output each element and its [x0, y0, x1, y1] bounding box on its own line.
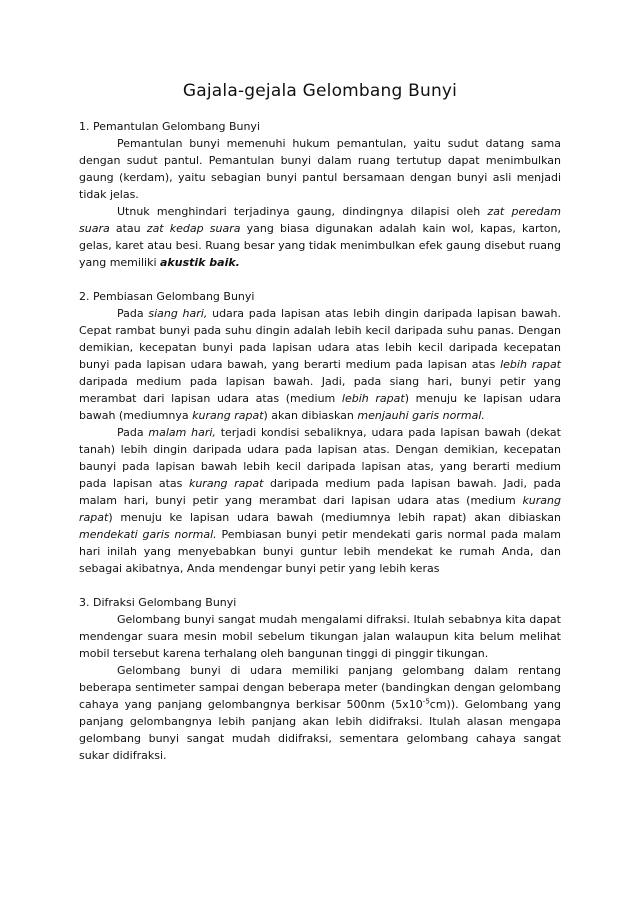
paragraph-text: ) akan dibiaskan	[263, 409, 358, 422]
paragraph-text: yang biasa digunakan adalah kain wol, kapas, karton, gelas, karet atau besi. Ruang besar yang tidak menimbulkan efek gaung disebut ruang yang memiliki	[79, 222, 562, 269]
paragraph-text: Pada	[117, 426, 149, 439]
section-difraksi	[79, 594, 561, 764]
section-heading: 3. Difraksi Gelombang Bunyi	[79, 596, 237, 609]
paragraph-text: Utnuk menghindari terjadinya gaung, dindingnya dilapisi oleh	[117, 205, 488, 218]
document-page	[79, 80, 561, 764]
paragraph-text: ) menuju ke lapisan udara bawah (mediumnya lebih rapat) akan dibiaskan	[108, 511, 561, 524]
paragraph-text: Pembiasan bunyi petir mendekati garis normal pada malam hari inilah yang menyebabkan bunyi guntur lebih mendekat ke rumah Anda, dan sebagai akibatnya, Anda mendengar bunyi petir yang lebih keras	[79, 528, 561, 575]
italic-term: zat kedap suara	[146, 222, 241, 235]
section-pemantulan	[79, 118, 561, 271]
italic-term: kurang rapat	[192, 409, 264, 422]
paragraph	[79, 135, 561, 203]
page-title: Gajala-gejala Gelombang Bunyi	[182, 81, 458, 101]
section-heading: 1. Pemantulan Gelombang Bunyi	[79, 120, 261, 133]
paragraph-text: ) menuju ke lapisan udara bawah (mediumnya	[79, 392, 561, 422]
paragraph-text: Pada	[117, 307, 149, 320]
paragraph-text: cm)). Gelombang yang panjang gelombangnya lebih panjang akan lebih didifraksi. Itulah alasan mengapa gelombang bunyi sangat mudah didifraksi, sementara gelombang cahaya sangat sukar didifraksi.	[79, 698, 561, 762]
section-pembiasan	[79, 288, 561, 577]
italic-term: kurang rapat	[79, 494, 561, 524]
paragraph-text: Gelombang bunyi sangat mudah mengalami difraksi. Itulah sebabnya kita dapat mendengar suara mesin mobil sebelum tikungan jalan walaupun kita belum melihat mobil tersebut karena terhalang oleh bangunan tinggi di pinggir tikungan.	[79, 613, 561, 660]
italic-term: mendekati garis normal.	[79, 528, 217, 541]
italic-term: lebih rapat	[341, 392, 405, 405]
paragraph	[79, 662, 561, 764]
bold-italic-term: akustik baik.	[160, 256, 240, 269]
paragraph	[79, 203, 561, 271]
paragraph-text: Gelombang bunyi di udara memiliki panjang gelombang dalam rentang beberapa sentimeter sampai dengan beberapa meter (bandingkan dengan gelombang cahaya yang panjang gelombangnya berkisar 500nm (5x10	[79, 664, 561, 711]
italic-term: menjauhi garis normal.	[357, 409, 485, 422]
paragraph-text: terjadi kondisi sebaliknya, udara pada lapisan bawah (dekat tanah) lebih dingin daripada udara pada lapisan atas. Dengan demikian, kecepatan baunyi pada lapisan bawah lebih kecil daripada lapisan atas, yang berarti medium pada lapisan atas	[79, 426, 561, 490]
superscript-exponent: -5	[422, 697, 430, 706]
paragraph-text: daripada medium pada lapisan bawah. Jadi, pada malam hari, bunyi petir yang merambat dari lapisan udara atas (medium	[79, 477, 561, 507]
italic-term: kurang rapat	[188, 477, 264, 490]
italic-term: zat peredam suara	[79, 205, 561, 235]
paragraph-text: atau	[109, 222, 147, 235]
paragraph	[79, 611, 561, 662]
paragraph	[79, 305, 561, 424]
italic-term: siang hari,	[148, 307, 208, 320]
paragraph	[79, 424, 561, 577]
italic-term: lebih rapat	[500, 358, 561, 371]
paragraph-text: Pemantulan bunyi memenuhi hukum pemantulan, yaitu sudut datang sama dengan sudut pantul. Pemantulan bunyi dalam ruang tertutup dapat menimbulkan gaung (kerdam), yaitu sebagian bunyi pantul bersamaan dengan bunyi asli menjadi tidak jelas.	[79, 137, 561, 201]
paragraph-text: daripada medium pada lapisan bawah. Jadi, pada siang hari, bunyi petir yang merambat dari lapisan udara atas (medium	[79, 375, 561, 405]
section-heading: 2. Pembiasan Gelombang Bunyi	[79, 290, 255, 303]
italic-term: malam hari,	[148, 426, 216, 439]
paragraph-text: udara pada lapisan atas lebih dingin daripada lapisan bawah. Cepat rambat bunyi pada suhu dingin adalah lebih kecil daripada suhu panas. Dengan demikian, kecepatan bunyi pada lapisan udara atas lebih kecil daripada kecepatan bunyi pada lapisan udara bawah, yang berarti medium pada lapisan atas	[79, 307, 561, 371]
